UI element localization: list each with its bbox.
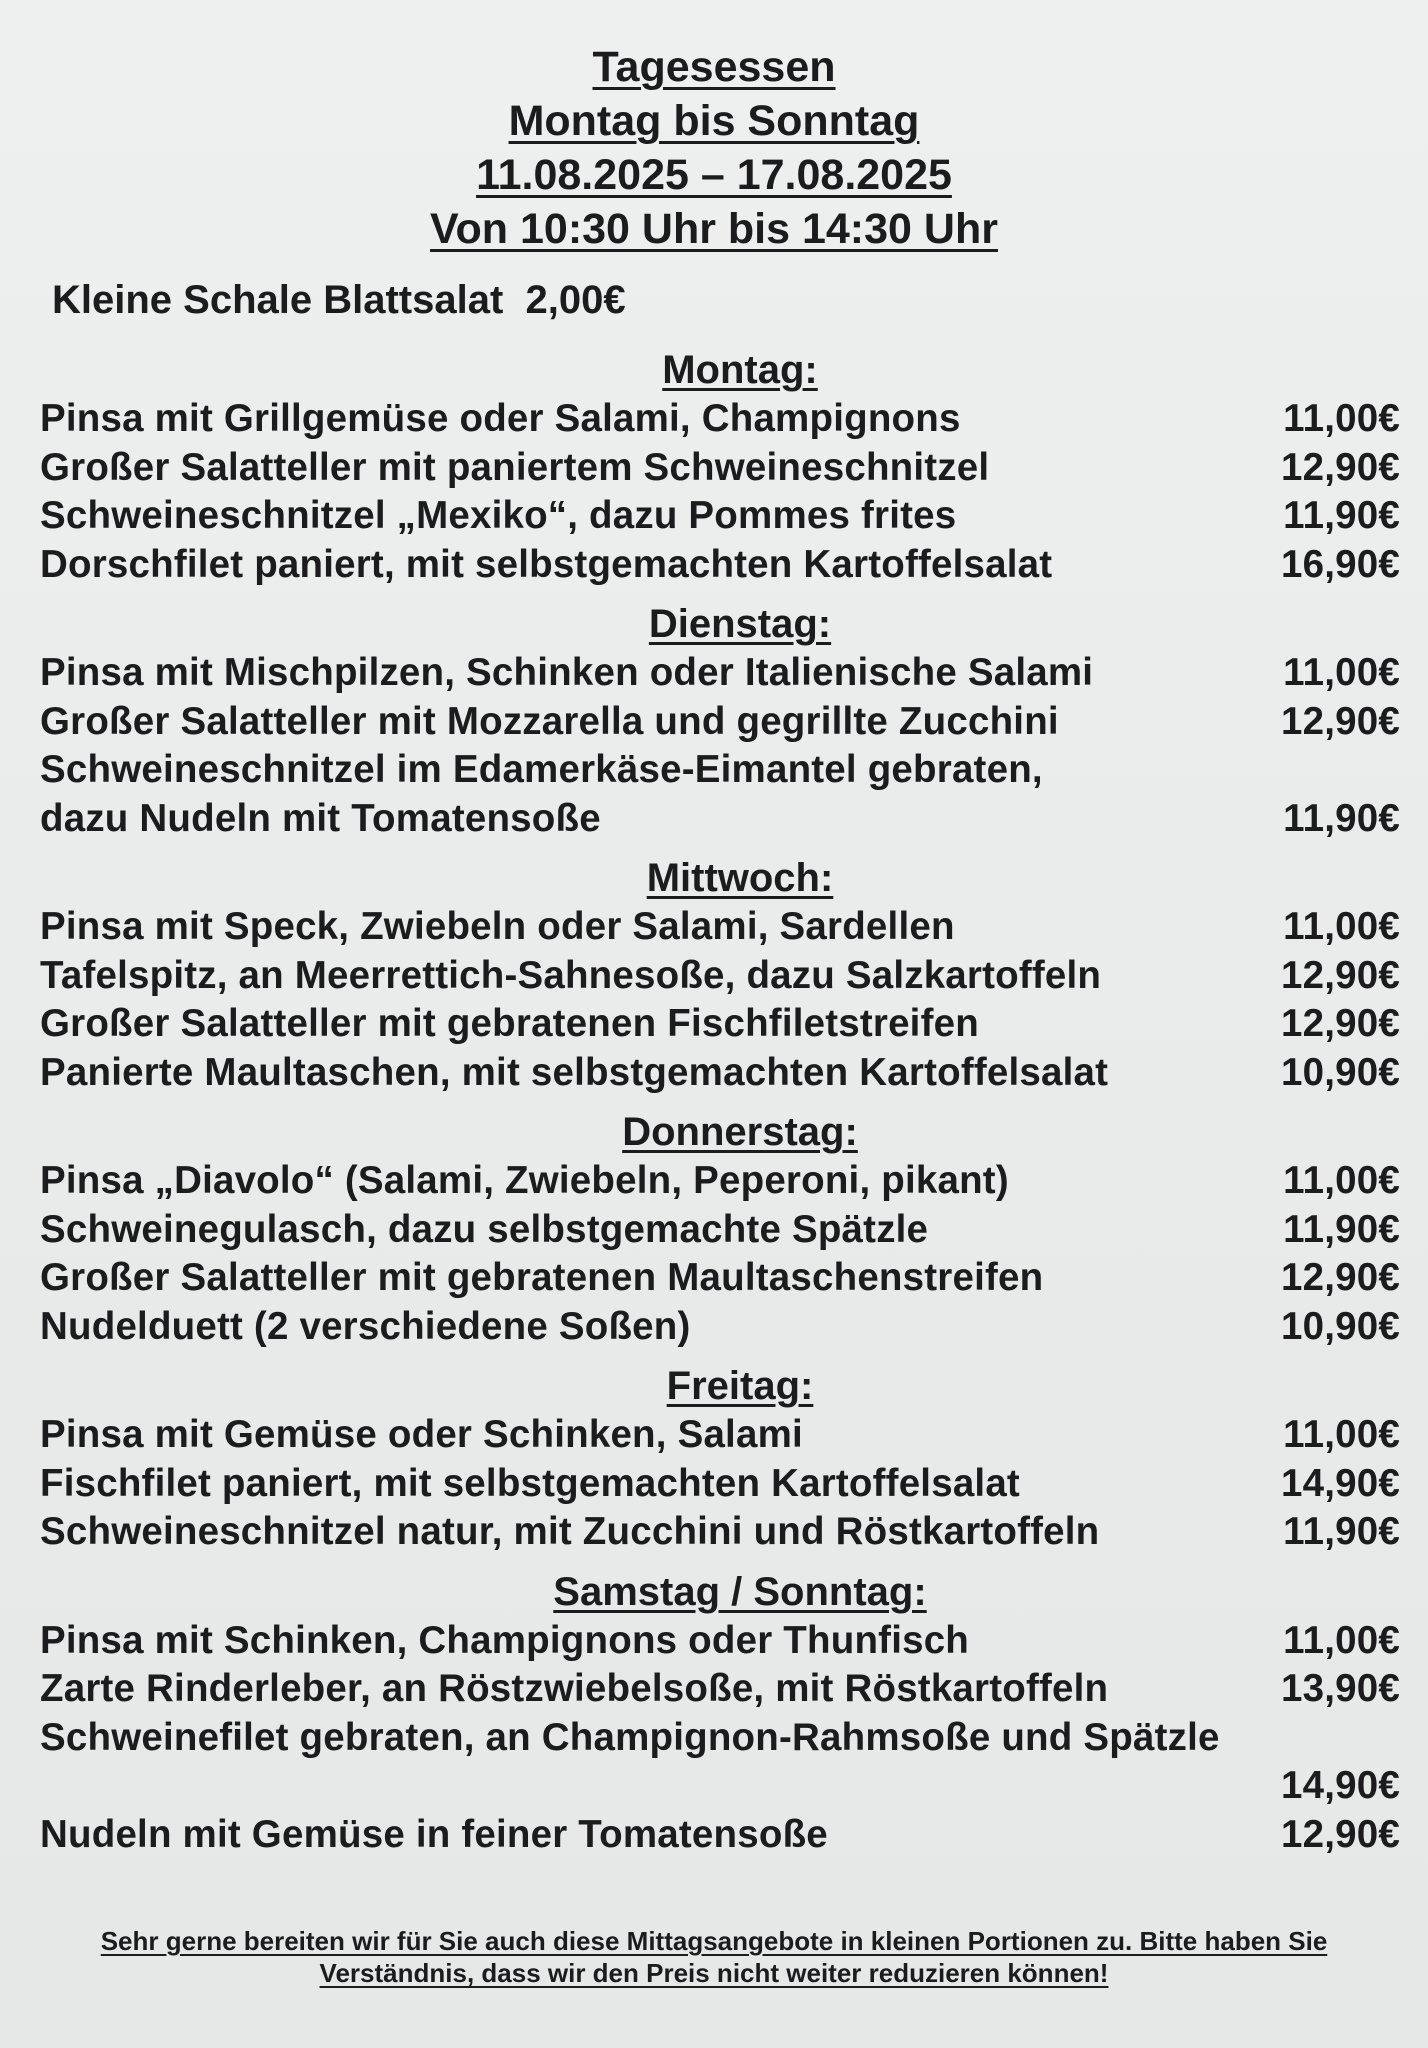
day-section	[40, 1107, 1400, 1351]
day-title: Montag:	[662, 348, 818, 392]
menu-item-name: Schweineschnitzel „Mexiko“, dazu Pommes frites	[40, 494, 957, 537]
menu-item-price: 12,90€	[1281, 1812, 1400, 1856]
side-salad-name: Kleine Schale Blattsalat	[52, 278, 504, 322]
menu-item-name: Tafelspitz, an Meerrettich-Sahnesoße, dazu Salzkartoffeln	[40, 953, 1102, 997]
menu-item-price: 11,00€	[1283, 651, 1400, 694]
menu-item-price: 12,90€	[1281, 1256, 1400, 1299]
menu-item-price: 12,90€	[1281, 699, 1400, 743]
menu-item-price: 11,90€	[1283, 494, 1400, 537]
menu-item-name: Pinsa „Diavolo“ (Salami, Zwiebeln, Peperoni, pikant)	[40, 1159, 1009, 1202]
portion-note-line-1: Sehr gerne bereiten wir für Sie auch diese Mittagsangebote in kleinen Portionen zu. Bitte haben Sie	[100, 1926, 1328, 1956]
menu-item-name: Großer Salatteller mit gebratenen Maultaschenstreifen	[40, 1256, 1044, 1299]
menu-item	[40, 395, 1400, 444]
menu-item-price: 12,90€	[1281, 445, 1400, 489]
menu-item-price: 13,90€	[1281, 1667, 1400, 1710]
menu-item-name: Zarte Rinderleber, an Röstzwiebelsoße, mit Röstkartoffeln	[40, 1667, 1109, 1710]
menu-item-name: Panierte Maultaschen, mit selbstgemachten Kartoffelsalat	[40, 1050, 1109, 1094]
day-section	[40, 599, 1400, 843]
time-range: Von 10:30 Uhr bis 14:30 Uhr	[430, 205, 998, 253]
menu-item-price: 10,90€	[1281, 1304, 1400, 1348]
menu-item	[40, 1460, 1400, 1509]
menu-item	[40, 903, 1400, 952]
menu-item-name: Pinsa mit Schinken, Champignons oder Thunfisch	[40, 1618, 970, 1662]
menu-item-price: 11,00€	[1283, 1413, 1400, 1456]
menu-item	[40, 746, 1400, 843]
menu-item	[40, 1206, 1400, 1255]
menu-item-name: Großer Salatteller mit Mozzarella und gegrillte Zucchini	[40, 699, 1059, 743]
menu-item-name-continued: dazu Nudeln mit Tomatensoße	[40, 796, 601, 840]
menu-header	[0, 40, 1428, 256]
menu-item	[40, 444, 1400, 493]
days-range: Montag bis Sonntag	[508, 97, 920, 145]
menu-item	[40, 1617, 1400, 1666]
menu-item-price: 11,00€	[1283, 905, 1400, 948]
menu-item	[40, 1665, 1400, 1714]
menu-item	[40, 952, 1400, 1001]
menu-item-name: Schweineschnitzel im Edamerkäse-Eimantel gebraten,	[40, 748, 1043, 791]
menu-item-price: 12,90€	[1281, 953, 1400, 997]
menu-item-name: Pinsa mit Mischpilzen, Schinken oder Italienische Salami	[40, 651, 1094, 694]
menu-title: Tagesessen	[592, 43, 836, 91]
menu-item-name: Schweinegulasch, dazu selbstgemachte Spätzle	[40, 1207, 929, 1251]
menu-item	[40, 1714, 1400, 1811]
menu-item	[40, 492, 1400, 541]
menu-item	[40, 1254, 1400, 1303]
side-salad-price: 2,00€	[525, 278, 626, 322]
menu-item-price: 14,90€	[1281, 1764, 1400, 1807]
menu-item-price: 16,90€	[1281, 542, 1400, 586]
menu-item-name: Nudeln mit Gemüse in feiner Tomatensoße	[40, 1812, 828, 1856]
menu-item-name: Schweineschnitzel natur, mit Zucchini und Röstkartoffeln	[40, 1510, 1100, 1553]
menu-item-name: Großer Salatteller mit paniertem Schweineschnitzel	[40, 445, 990, 489]
menu-item-name: Pinsa mit Speck, Zwiebeln oder Salami, Sardellen	[40, 905, 955, 948]
menu-item	[40, 1508, 1400, 1557]
daily-menu	[40, 345, 1400, 1869]
day-section	[40, 345, 1400, 589]
portion-note-line-2: Verständnis, dass wir den Preis nicht weiter reduzieren können!	[319, 1958, 1109, 1988]
menu-item	[40, 1411, 1400, 1460]
menu-item	[40, 1049, 1400, 1098]
menu-item-price: 11,00€	[1283, 1159, 1400, 1202]
day-section	[40, 1567, 1400, 1860]
menu-item	[40, 1811, 1400, 1860]
menu-item-price: 12,90€	[1281, 1002, 1400, 1045]
menu-item-price: 11,90€	[1283, 796, 1400, 840]
day-title: Dienstag:	[648, 602, 832, 646]
menu-item	[40, 541, 1400, 590]
menu-item-name: Pinsa mit Gemüse oder Schinken, Salami	[40, 1413, 803, 1456]
day-section	[40, 853, 1400, 1097]
menu-item-price: 11,00€	[1283, 1618, 1400, 1662]
day-title: Donnerstag:	[622, 1110, 858, 1154]
menu-item-name: Großer Salatteller mit gebratenen Fischfiletstreifen	[40, 1002, 979, 1045]
day-title: Mittwoch:	[646, 856, 834, 900]
menu-item-name: Pinsa mit Grillgemüse oder Salami, Champignons	[40, 397, 961, 440]
menu-item-name: Fischfilet paniert, mit selbstgemachten Kartoffelsalat	[40, 1461, 1020, 1505]
menu-item-price: 11,90€	[1283, 1207, 1400, 1251]
day-section	[40, 1361, 1400, 1557]
menu-item	[40, 1000, 1400, 1049]
menu-item	[40, 1157, 1400, 1206]
date-range: 11.08.2025 – 17.08.2025	[476, 151, 952, 199]
menu-item-price: 11,00€	[1283, 397, 1400, 440]
menu-item	[40, 698, 1400, 747]
portion-note	[30, 1925, 1398, 1989]
menu-item-name: Nudelduett (2 verschiedene Soßen)	[40, 1304, 691, 1348]
menu-item-name: Dorschfilet paniert, mit selbstgemachten Kartoffelsalat	[40, 542, 1053, 586]
side-salad	[52, 278, 626, 323]
menu-item-name: Schweinefilet gebraten, an Champignon-Rahmsoße und Spätzle	[40, 1715, 1220, 1759]
day-title: Freitag:	[666, 1364, 814, 1408]
menu-item-price: 11,90€	[1283, 1510, 1400, 1553]
menu-item-price: 14,90€	[1281, 1461, 1400, 1505]
day-title: Samstag / Sonntag:	[553, 1569, 927, 1614]
menu-item	[40, 1303, 1400, 1352]
menu-item	[40, 649, 1400, 698]
menu-item-price: 10,90€	[1281, 1050, 1400, 1094]
